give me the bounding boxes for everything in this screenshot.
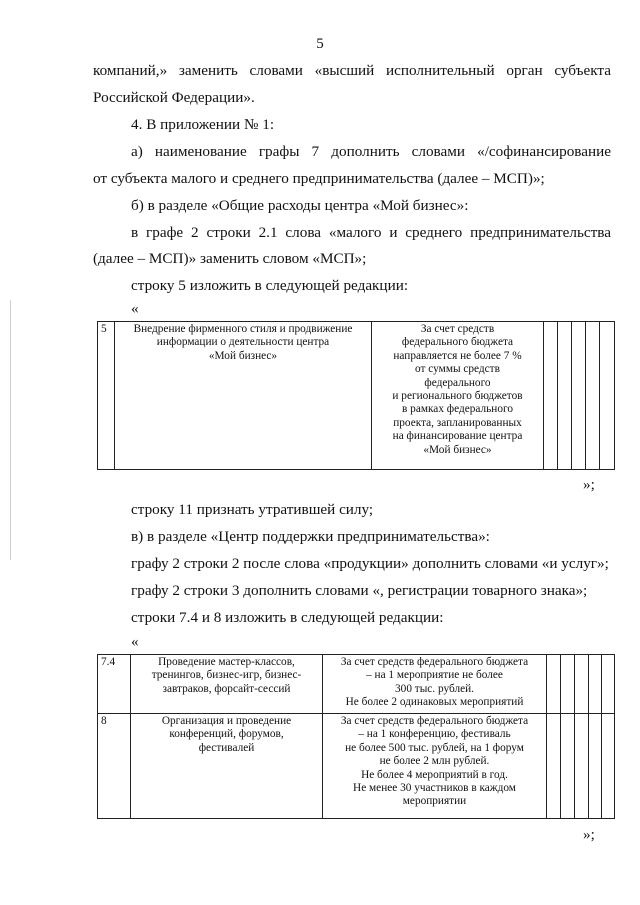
row-name-line: Организация и проведение: [161, 715, 292, 727]
paragraph-line: (далее – МСП)» заменить словом «МСП»;: [93, 250, 367, 267]
empty-cell: [586, 322, 600, 470]
paragraph-line: графу 2 строки 3 дополнить словами «, регистрации товарного знака»;: [131, 582, 588, 599]
paragraph-line: б) в разделе «Общие расходы центра «Мой бизнес»:: [131, 197, 469, 214]
row-funding-cell: [323, 714, 547, 819]
scan-edge-mark: [10, 300, 11, 560]
funding-line: в рамках федерального: [402, 403, 513, 416]
row-name-line: конференций, форумов,: [169, 728, 284, 741]
row-funding-cell: [372, 322, 544, 470]
funding-line: 300 тыс. рублей.: [395, 682, 474, 695]
paragraph-line: а) наименование графы 7 дополнить словами «/софинансирование: [131, 143, 611, 160]
empty-cell: [547, 655, 561, 714]
funding-line: За счет средств: [420, 323, 495, 335]
row-number: 7.4: [98, 655, 131, 714]
funding-line: Не более 2 одинаковых мероприятий: [345, 696, 524, 709]
row-number: 8: [98, 714, 131, 819]
funding-line: мероприятии: [402, 795, 467, 808]
paragraph-line: в) в разделе «Центр поддержки предпринимательства»:: [131, 528, 490, 545]
row-number: 5: [98, 322, 115, 470]
funding-line: «Мой бизнес»: [423, 443, 492, 456]
funding-line: – на 1 мероприятие не более: [366, 669, 503, 682]
empty-cell: [558, 322, 572, 470]
funding-line: федерального бюджета: [401, 336, 514, 349]
opening-quote: «: [131, 633, 139, 650]
closing-quote: »;: [583, 826, 595, 843]
table-row: [98, 714, 615, 819]
funding-line: проекта, запланированных: [393, 416, 522, 429]
funding-line: За счет средств федерального бюджета: [340, 656, 529, 668]
funding-line: – на 1 конференцию, фестиваль: [358, 728, 511, 741]
closing-quote: »;: [583, 476, 595, 493]
row-name-cell: [131, 714, 323, 819]
empty-cell: [544, 322, 558, 470]
paragraph-line: строку 5 изложить в следующей редакции:: [131, 277, 409, 294]
page-number: 5: [316, 36, 324, 52]
paragraph-line: компаний,» заменить словами «высший исполнительный орган субъекта: [93, 62, 611, 79]
funding-line: не более 500 тыс. рублей, на 1 форум: [345, 741, 524, 754]
empty-cell: [589, 655, 602, 714]
row-name-line: Внедрение фирменного стиля и продвижение: [133, 323, 353, 335]
row-name-line: тренингов, бизнес-игр, бизнес-: [151, 669, 302, 682]
empty-cell: [561, 714, 575, 819]
funding-line: от суммы средств: [415, 363, 500, 376]
paragraph-line: строку 11 признать утратившей силу;: [131, 501, 374, 518]
table-rows-7-4-and-8: [97, 654, 615, 819]
funding-line: направляется не более 7 %: [393, 349, 522, 362]
funding-line: не более 2 млн рублей.: [379, 755, 490, 768]
empty-cell: [547, 714, 561, 819]
row-funding-cell: [323, 655, 547, 714]
empty-cell: [602, 655, 615, 714]
paragraph-line: Российской Федерации».: [93, 89, 255, 106]
funding-line: на финансирование центра: [392, 430, 523, 443]
empty-cell: [572, 322, 586, 470]
empty-cell: [600, 322, 615, 470]
empty-cell: [575, 714, 589, 819]
funding-line: Не более 4 мероприятий в год.: [361, 768, 508, 781]
paragraph-line: от субъекта малого и среднего предпринимательства (далее – МСП)»;: [93, 170, 545, 187]
empty-cell: [561, 655, 575, 714]
empty-cell: [602, 714, 615, 819]
row-name-line: Проведение мастер-классов,: [158, 656, 295, 668]
funding-line: и регионального бюджетов: [392, 390, 523, 403]
funding-line: Не менее 30 участников в каждом: [353, 782, 516, 795]
row-name-line: завтраков, форсайт-сессий: [162, 682, 291, 695]
row-name-line: информации о деятельности центра: [156, 336, 330, 349]
empty-cell: [575, 655, 589, 714]
row-name-cell: [115, 322, 372, 470]
row-name-cell: [131, 655, 323, 714]
funding-line: федерального: [424, 376, 491, 389]
row-name-line: «Мой бизнес»: [208, 349, 278, 362]
opening-quote: «: [131, 300, 139, 317]
paragraph-line: 4. В приложении № 1:: [131, 116, 275, 133]
table-row: [98, 655, 615, 714]
paragraph-line: в графе 2 строки 2.1 слова «малого и среднего предпринимательства: [131, 224, 611, 241]
paragraph-line: графу 2 строки 2 после слова «продукции» дополнить словами «и услуг»;: [131, 555, 609, 572]
paragraph-line: строки 7.4 и 8 изложить в следующей редакции:: [131, 609, 444, 626]
row-name-line: фестивалей: [198, 741, 255, 754]
funding-line: За счет средств федерального бюджета: [340, 715, 529, 727]
table-row-5: [97, 321, 615, 470]
empty-cell: [589, 714, 602, 819]
